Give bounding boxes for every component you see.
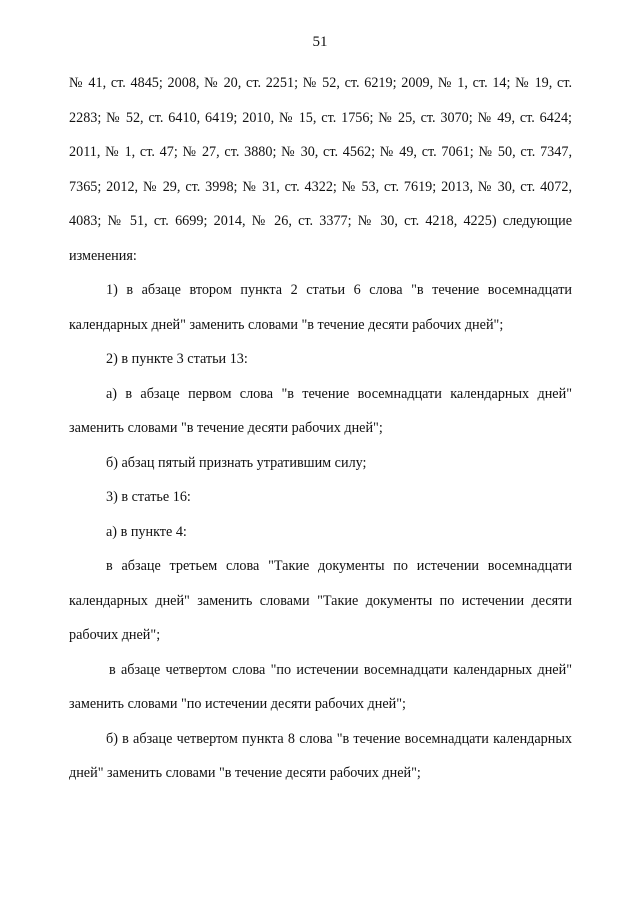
paragraph-item-2: 2) в пункте 3 статьи 13: <box>106 351 248 367</box>
paragraph-citation-continuation: № 41, ст. 4845; 2008, № 20, ст. 2251; № 52, ст. 6219; 2009, № 1, ст. 14; № 19, ст. 2283; № 52, ст. 6410, 6419; 2010, № 15, ст. 1756; № 25, ст. 3070; № 49, ст. 6424; 2011, № 1, ст. 47; № 27, ст. 3880; № 30, ст. 4562; № 49, ст. 7061; № 50, ст. 7347, 7365; 2012, № 29, ст. 3998; № 31, ст. 4322; № 53, ст. 7619; 2013, № 30, ст. 4072, 4083; № 51, ст. 6699; 2014, № 26, ст. 3377; № 30, ст. 4218, 4225) следующие изменения: <box>69 75 572 264</box>
document-body <box>69 66 572 791</box>
paragraph-item-2a: а) в абзаце первом слова "в течение восемнадцати календарных дней" заменить словами "в течение десяти рабочих дней"; <box>69 385 572 436</box>
paragraph-item-3a: а) в пункте 4: <box>106 523 187 540</box>
page-number: 51 <box>312 34 328 50</box>
paragraph-item-3: 3) в статье 16: <box>106 489 191 505</box>
paragraph-item-1: 1) в абзаце втором пункта 2 статьи 6 слова "в течение восемнадцати календарных дней" заменить словами "в течение десяти рабочих дней"; <box>69 282 572 333</box>
paragraph-subitem-fourth: в абзаце четвертом слова "по истечении восемнадцати календарных дней" заменить словами "по истечении десяти рабочих дней"; <box>69 661 572 712</box>
paragraph-item-2b: б) абзац пятый признать утратившим силу; <box>106 454 367 471</box>
paragraph-subitem-third: в абзаце третьем слова "Такие документы по истечении восемнадцати календарных дней" заменить словами "Такие документы по истечении десяти рабочих дней"; <box>69 558 572 643</box>
paragraph-item-3b: б) в абзаце четвертом пункта 8 слова "в течение восемнадцати календарных дней" заменить словами "в течение десяти рабочих дней"; <box>69 730 572 781</box>
